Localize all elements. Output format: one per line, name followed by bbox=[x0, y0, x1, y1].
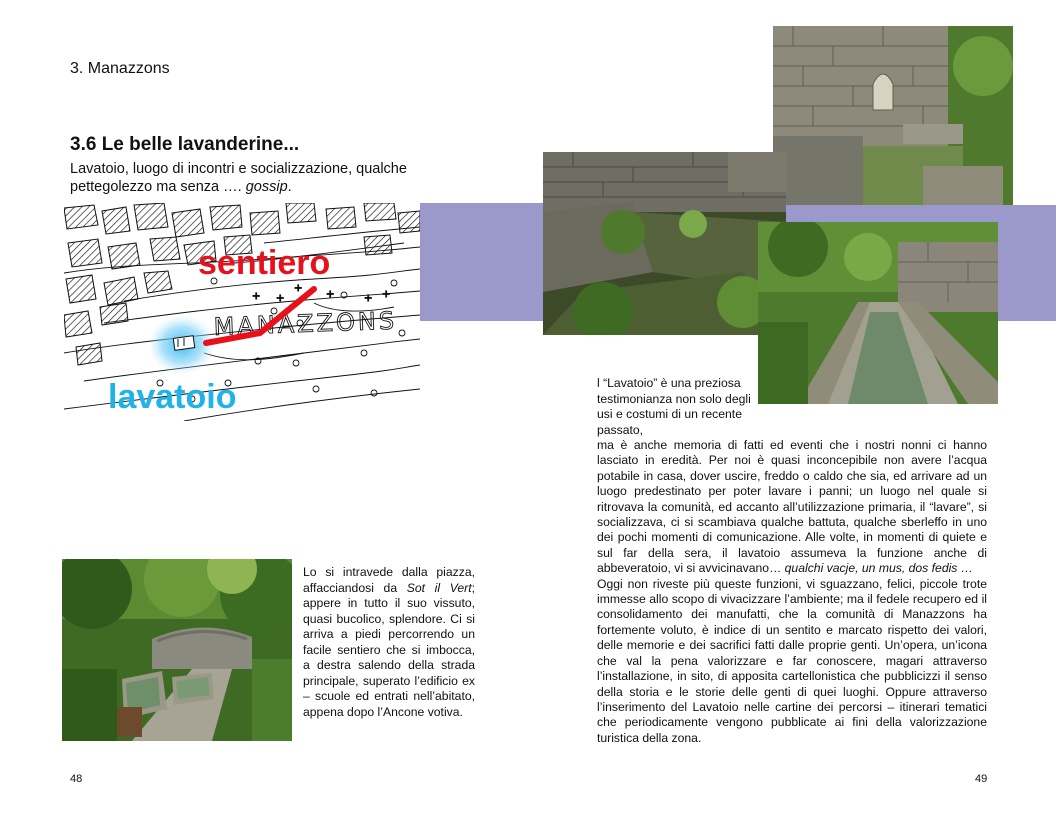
svg-text:+: + bbox=[276, 293, 285, 304]
body-paragraph-1-italic: qualchi vacje, un mus, dos fedis … bbox=[784, 561, 973, 576]
caption-text-2: ; appere in tutto il suo vissuto, quasi bucolico, splendore. Ci si arriva a piedi percorrendo un facile sentiero che si imbocca, a destra salendo della strada principale, superato l’edificio ex – scuole ed entrati nell’abitato, appena dopo l’Ancone votiva. bbox=[303, 580, 475, 719]
lead-paragraph bbox=[70, 160, 460, 196]
photo-caption-left bbox=[303, 565, 475, 720]
page-number-left: 48 bbox=[70, 773, 83, 785]
svg-text:+: + bbox=[326, 289, 335, 300]
svg-text:+: + bbox=[382, 289, 391, 300]
body-text-right bbox=[597, 438, 987, 746]
map-place-name: MANAZZONS bbox=[213, 306, 398, 341]
accent-band-left bbox=[420, 203, 544, 321]
intro-paragraph-right: l “Lavatoio” è una preziosa testimonianza non solo degli usi e costumi di un recente passato, bbox=[597, 376, 751, 437]
page-number-right: 49 bbox=[975, 773, 988, 785]
section-title: 3.6 Le belle lavanderine... bbox=[70, 134, 300, 155]
washhouse-photo-basin bbox=[543, 152, 786, 335]
svg-text:+: + bbox=[252, 291, 261, 302]
lead-text: Lavatoio, luogo di incontri e socializzazione, qualche pettegolezzo ma senza …. bbox=[70, 161, 407, 195]
chapter-heading: 3. Manazzons bbox=[70, 60, 170, 77]
svg-text:+: + bbox=[364, 293, 373, 304]
lead-italic: gossip bbox=[245, 179, 288, 195]
washhouse-photo-channel bbox=[758, 222, 998, 404]
lead-end: . bbox=[287, 179, 292, 195]
svg-text:+: + bbox=[294, 283, 303, 294]
washhouse-photo-small bbox=[62, 559, 292, 741]
caption-italic: Sot il Vert bbox=[406, 580, 472, 595]
map-label-path: sentiero bbox=[198, 244, 331, 282]
map-label-washhouse: lavatoio bbox=[108, 378, 237, 416]
washhouse-photo-niche bbox=[773, 26, 1013, 205]
body-paragraph-1-text: ma è anche memoria di fatti ed eventi che i nostri nonni ci hanno lasciato in eredità. Per noi è quasi inconcepibile non avere l’acqua potabile in casa, dover uscire, freddo o caldo che sia, ed arrivare ad un luogo predestinato per poter lavare i panni; un luogo nel quale si ritrovava la comunità, ed accanto all’utilizzazione primaria, il “lavare”, si socializzava, ci si scambiava qualche battuta, qualche sberleffo in uno dei pochi momenti di comunicazione. Alle volte, in momenti di quiete e sul far della sera, il lavatoio assumeva la funzione anche di abbeveratoio, vi si avvicinavano… bbox=[597, 438, 987, 576]
body-paragraph-2: Oggi non riveste più queste funzioni, vi sguazzano, felici, piccole trote immesse allo scopo di vivacizzare l’ambiente; ma il fedele recupero ed il consolidamento dei manufatti, che la comunità di Manazzons ha fortemente voluto, è indice di un sentito e marcato rispetto dei valori, delle memorie e dei sacrifici fatti dalle proprie genti. Un’opera, un’icona che val la pena valorizzare e far conoscere, magari attraverso l’installazione, in sito, di apposita cartellonistica che pubblicizzi il senso della storia e le storie delle genti di quei luoghi. Oppure attraverso l’inserimento del Lavatoio nelle cartine dei percorsi – itinerari tematici che periodicamente vengono pubblicate ai fini della valorizzazione turistica della zona. bbox=[597, 576, 987, 745]
caption-text-1: Lo si intravede dalla piazza, affacciandosi da bbox=[303, 565, 475, 595]
body-paragraph-1 bbox=[597, 438, 987, 577]
